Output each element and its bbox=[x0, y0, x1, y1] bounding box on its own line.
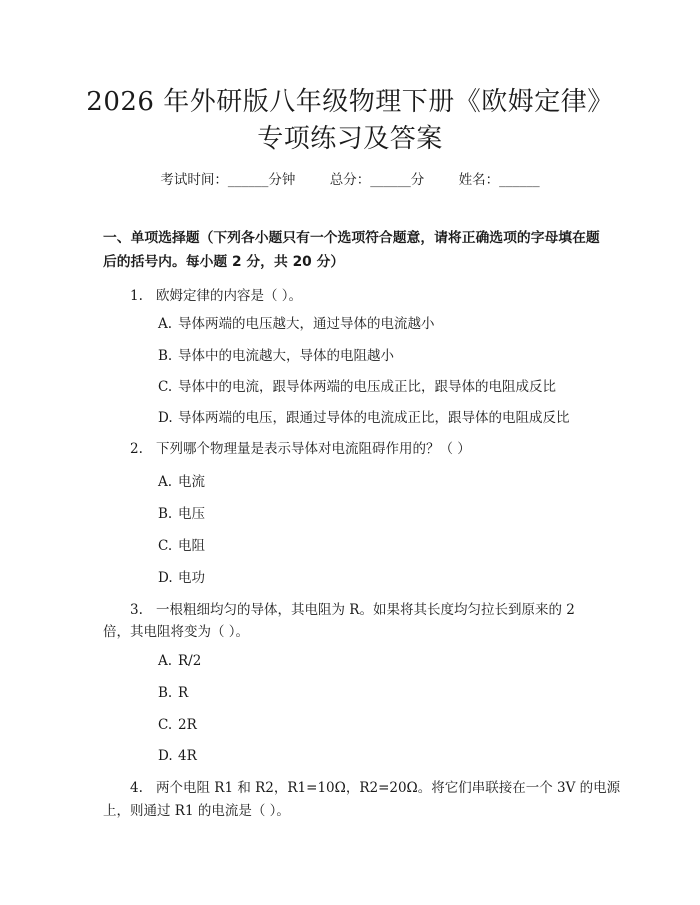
option-label: B. bbox=[158, 685, 173, 701]
option-text: 导体中的电流，跟导体两端的电压成正比，跟导体的电阻成反比 bbox=[178, 379, 556, 395]
question-number: 4. bbox=[130, 780, 143, 796]
option-label: D. bbox=[158, 410, 173, 426]
question-2-option-a bbox=[158, 472, 205, 492]
option-label: B. bbox=[158, 348, 173, 364]
question-text-line1: 两个电阻 R1 和 R2，R1=10Ω，R2=20Ω。将它们串联接在一个 3V 的电源 bbox=[156, 780, 621, 796]
option-text: 电流 bbox=[178, 474, 205, 490]
exam-info-line bbox=[0, 168, 700, 188]
option-text: R bbox=[178, 685, 189, 701]
question-text-line1: 一根粗细均匀的导体，其电阻为 R。如果将其长度均匀拉长到原来的 2 bbox=[156, 602, 575, 618]
option-label: A. bbox=[158, 316, 173, 332]
option-text: 4R bbox=[178, 748, 197, 764]
option-label: C. bbox=[158, 538, 173, 554]
question-1 bbox=[130, 282, 302, 310]
option-text: 2R bbox=[178, 717, 197, 733]
question-text: 欧姆定律的内容是（ ）。 bbox=[156, 288, 303, 304]
option-text: 导体两端的电压越大，通过导体的电流越小 bbox=[178, 316, 435, 332]
total-score-label: 总分：______分 bbox=[329, 172, 425, 188]
student-name-label: 姓名：______ bbox=[458, 172, 540, 188]
option-text: R/2 bbox=[178, 653, 202, 669]
question-3-continuation: 倍，其电阻将变为（ ）。 bbox=[103, 624, 250, 640]
option-text: 电阻 bbox=[178, 538, 205, 554]
option-label: A. bbox=[158, 474, 173, 490]
question-2-option-d bbox=[158, 568, 205, 588]
option-label: D. bbox=[158, 748, 173, 764]
question-4-continuation: 上，则通过 R1 的电流是（ ）。 bbox=[103, 803, 290, 819]
document-title-line1: 2026 年外研版八年级物理下册《欧姆定律》 bbox=[86, 87, 614, 117]
question-3-option-b bbox=[158, 683, 188, 703]
question-2-option-c bbox=[158, 536, 205, 556]
option-label: D. bbox=[158, 570, 173, 586]
question-3-option-d bbox=[158, 746, 197, 766]
question-2-option-b bbox=[158, 504, 205, 524]
question-1-option-d bbox=[158, 408, 570, 428]
option-label: C. bbox=[158, 379, 173, 395]
question-number: 3. bbox=[130, 602, 143, 618]
option-label: C. bbox=[158, 717, 173, 733]
option-text: 导体两端的电压，跟通过导体的电流成正比，跟导体的电阻成反比 bbox=[178, 410, 570, 426]
question-number: 2. bbox=[130, 441, 143, 457]
question-text: 下列哪个物理量是表示导体对电流阻碍作用的？（ ） bbox=[156, 441, 471, 457]
question-number: 1. bbox=[130, 288, 143, 304]
question-2 bbox=[130, 435, 471, 463]
option-text: 导体中的电流越大，导体的电阻越小 bbox=[178, 348, 394, 364]
question-3-option-c bbox=[158, 715, 197, 735]
option-label: A. bbox=[158, 653, 173, 669]
question-3-option-a bbox=[158, 651, 201, 671]
section-heading: 一、单项选择题（下列各小题只有一个选项符合题意，请将正确选项的字母填在题后的括号内。每小题 2 分，共 20 分） bbox=[103, 230, 600, 270]
exam-time-label: 考试时间：______分钟 bbox=[160, 172, 296, 188]
option-text: 电功 bbox=[178, 570, 205, 586]
question-1-option-c bbox=[158, 377, 556, 397]
option-label: B. bbox=[158, 506, 173, 522]
option-text: 电压 bbox=[178, 506, 205, 522]
question-1-option-b bbox=[158, 346, 394, 366]
document-title-line2: 专项练习及答案 bbox=[257, 124, 443, 154]
question-1-option-a bbox=[158, 314, 435, 334]
